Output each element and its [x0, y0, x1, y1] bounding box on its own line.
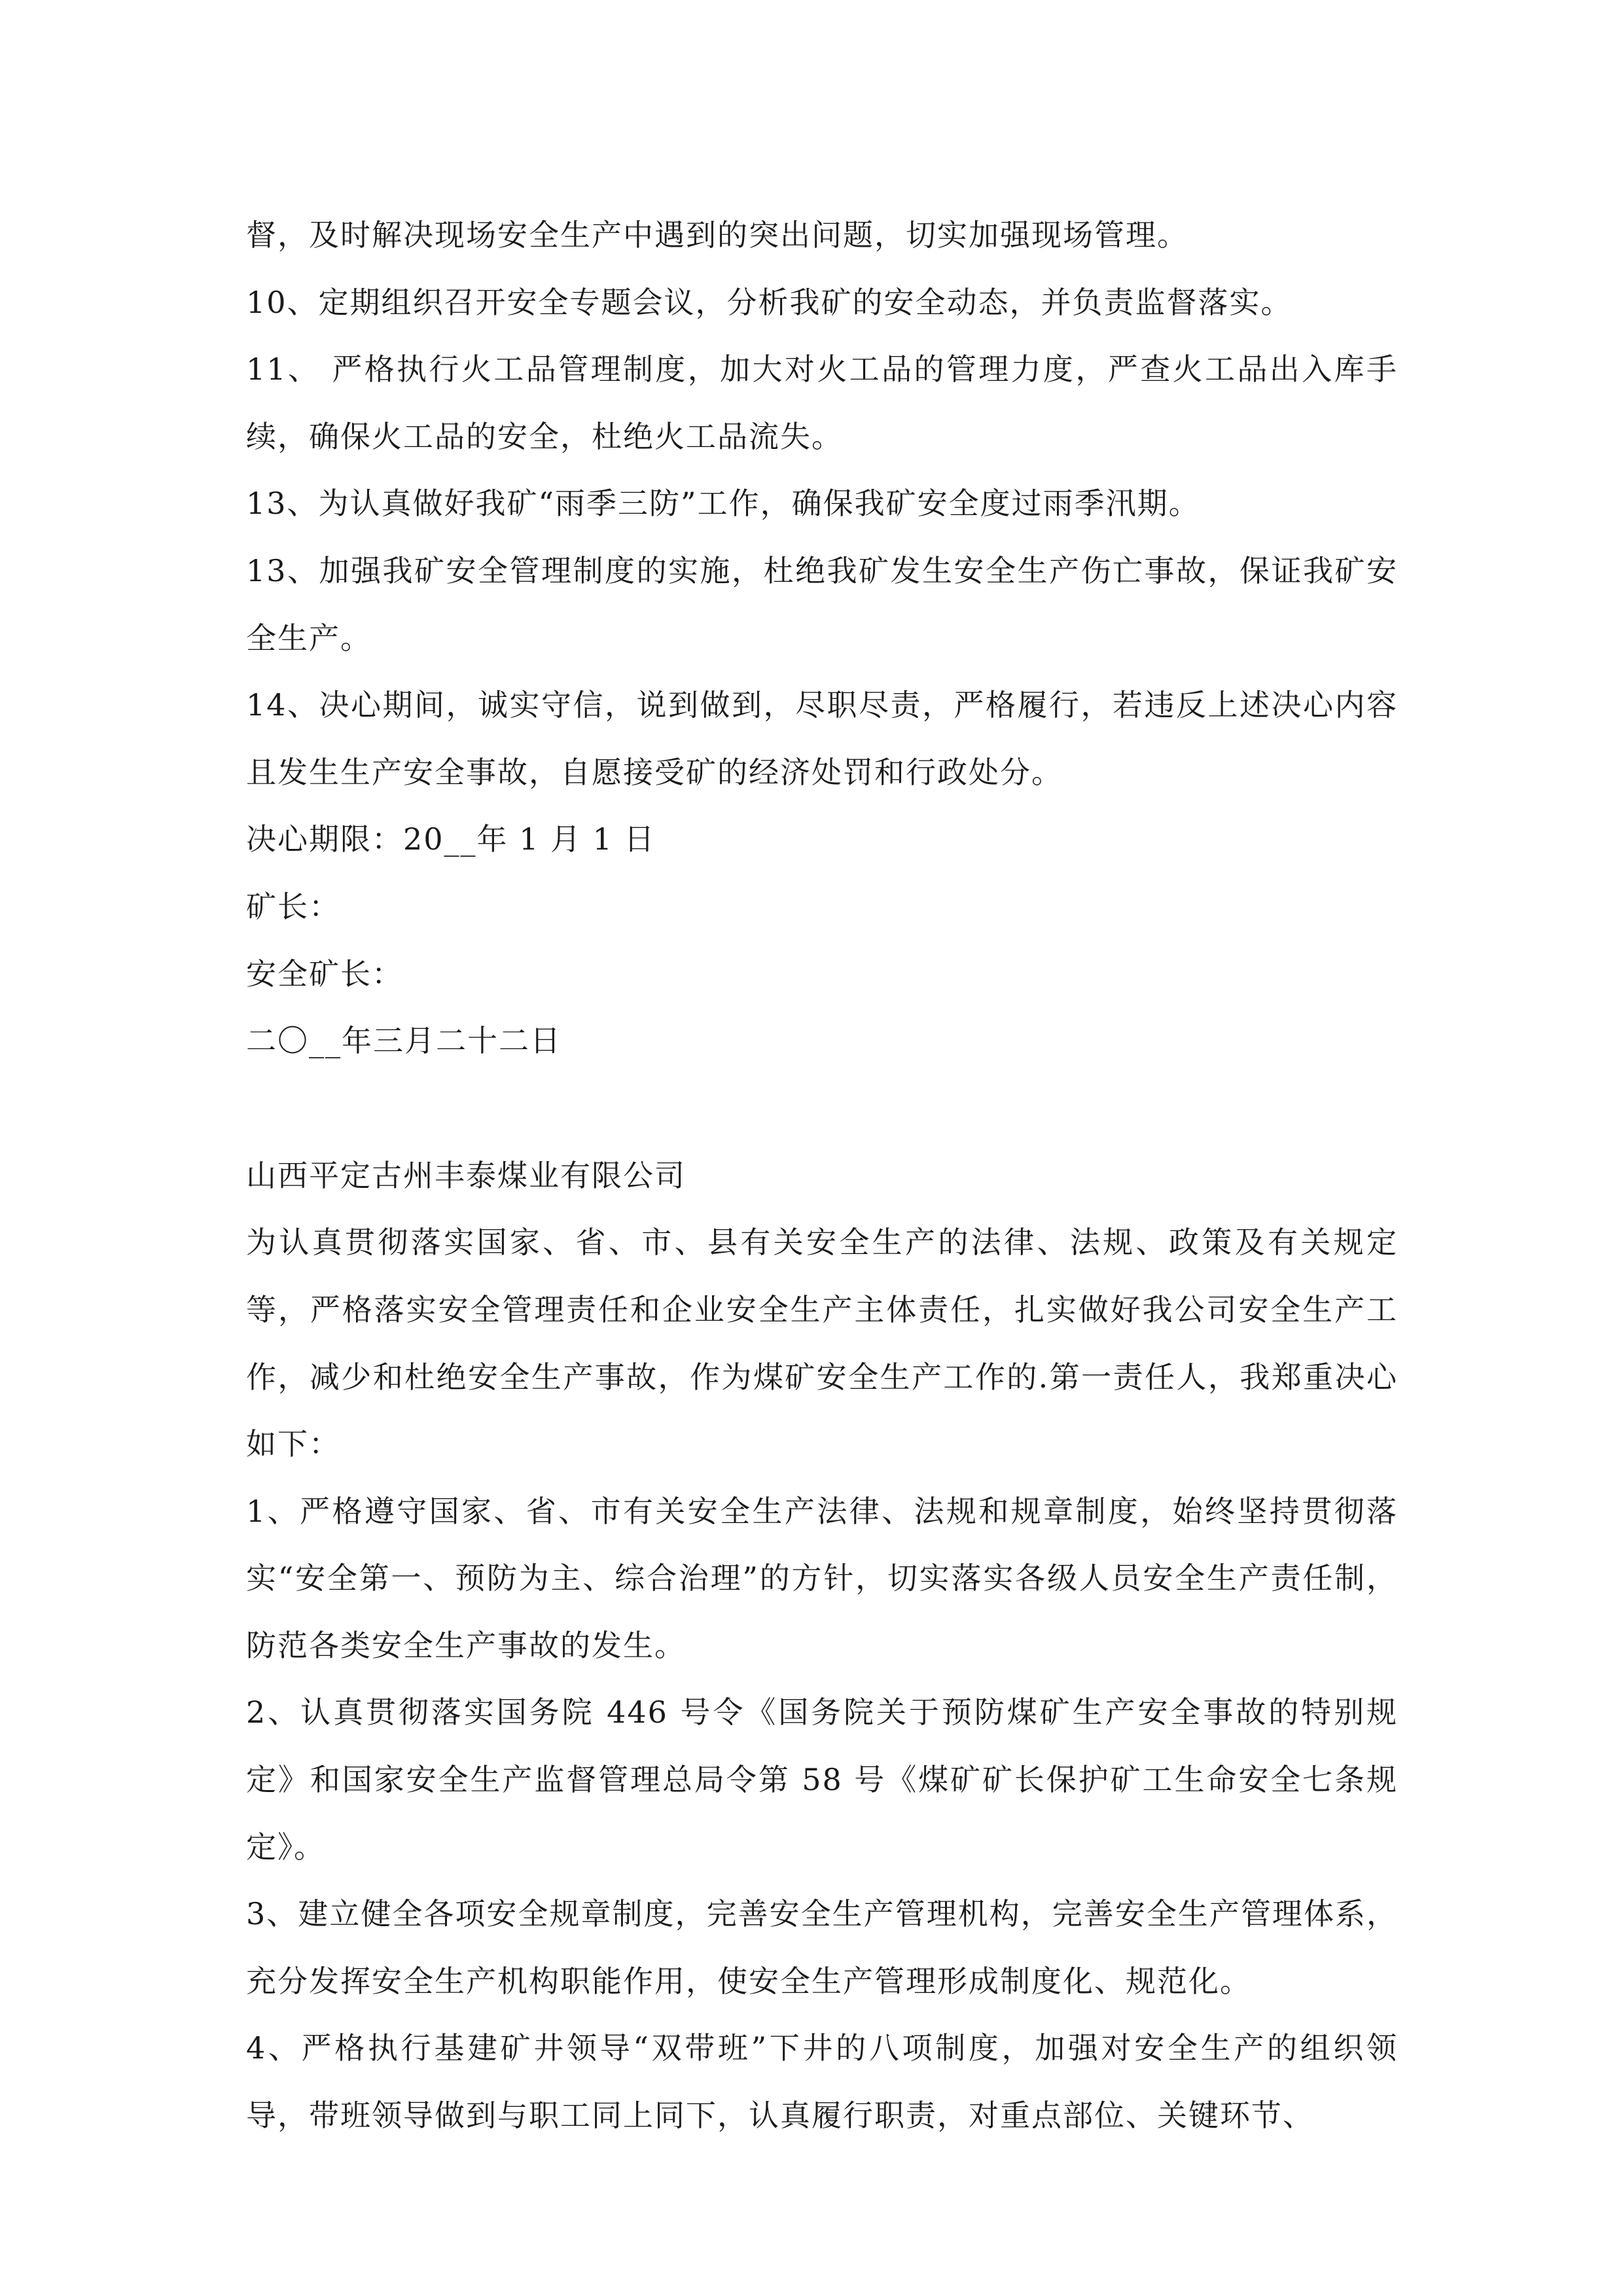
- safety-head-signature: 安全矿长：: [246, 956, 403, 992]
- paragraph: 3、建立健全各项安全规章制度，完善安全生产管理机构，完善安全生产管理体系，充分发挥安全生产机构职能作用，使安全生产管理形成制度化、规范化。: [246, 1896, 1398, 1999]
- paragraph: 13、加强我矿安全管理制度的实施，杜绝我矿发生安全生产伤亡事故，保证我矿安全生产。: [246, 552, 1398, 656]
- deadline-line: 决心期限：20__年 1 月 1 日: [246, 821, 656, 857]
- company-name: 山西平定古州丰泰煤业有限公司: [246, 1157, 686, 1193]
- document-body: [246, 202, 1398, 2149]
- paragraph: 11、 严格执行火工品管理制度，加大对火工品的管理力度，严查火工品出入库手续，确保火工品的安全，杜绝火工品流失。: [246, 351, 1398, 454]
- date-line: 二〇__年三月二十二日: [246, 1023, 562, 1059]
- paragraph: 督，及时解决现场安全生产中遇到的突出问题，切实加强现场管理。: [246, 217, 1188, 253]
- mine-head-signature: 矿长：: [246, 888, 340, 924]
- paragraph: 1、严格遵守国家、省、市有关安全生产法律、法规和规章制度，始终坚持贯彻落实“安全第一、预防为主、综合治理”的方针，切实落实各级人员安全生产责任制，防范各类安全生产事故的发生。: [246, 1493, 1398, 1663]
- paragraph: 为认真贯彻落实国家、省、市、县有关安全生产的法律、法规、政策及有关规定等，严格落实安全管理责任和企业安全生产主体责任，扎实做好我公司安全生产工作，减少和杜绝安全生产事故，作为煤矿安全生产工作的.第一责任人，我郑重决心如下：: [246, 1225, 1398, 1462]
- paragraph: 10、定期组织召开安全专题会议，分析我矿的安全动态，并负责监督落实。: [246, 284, 1293, 320]
- paragraph: 4、严格执行基建矿井领导“双带班”下井的八项制度，加强对安全生产的组织领导，带班领导做到与职工同上同下，认真履行职责，对重点部位、关键环节、: [246, 2030, 1398, 2134]
- paragraph: 13、为认真做好我矿“雨季三防”工作，确保我矿安全度过雨季汛期。: [246, 486, 1200, 522]
- paragraph: 2、认真贯彻落实国务院 446 号令《国务院关于预防煤矿生产安全事故的特别规定》和国家安全生产监督管理总局令第 58 号《煤矿矿长保护矿工生命安全七条规定》。: [246, 1695, 1398, 1865]
- section-gap: [246, 1075, 1398, 1142]
- paragraph: 14、决心期间，诚实守信，说到做到，尽职尽责，严格履行，若违反上述决心内容且发生生产安全事故，自愿接受矿的经济处罚和行政处分。: [246, 687, 1398, 790]
